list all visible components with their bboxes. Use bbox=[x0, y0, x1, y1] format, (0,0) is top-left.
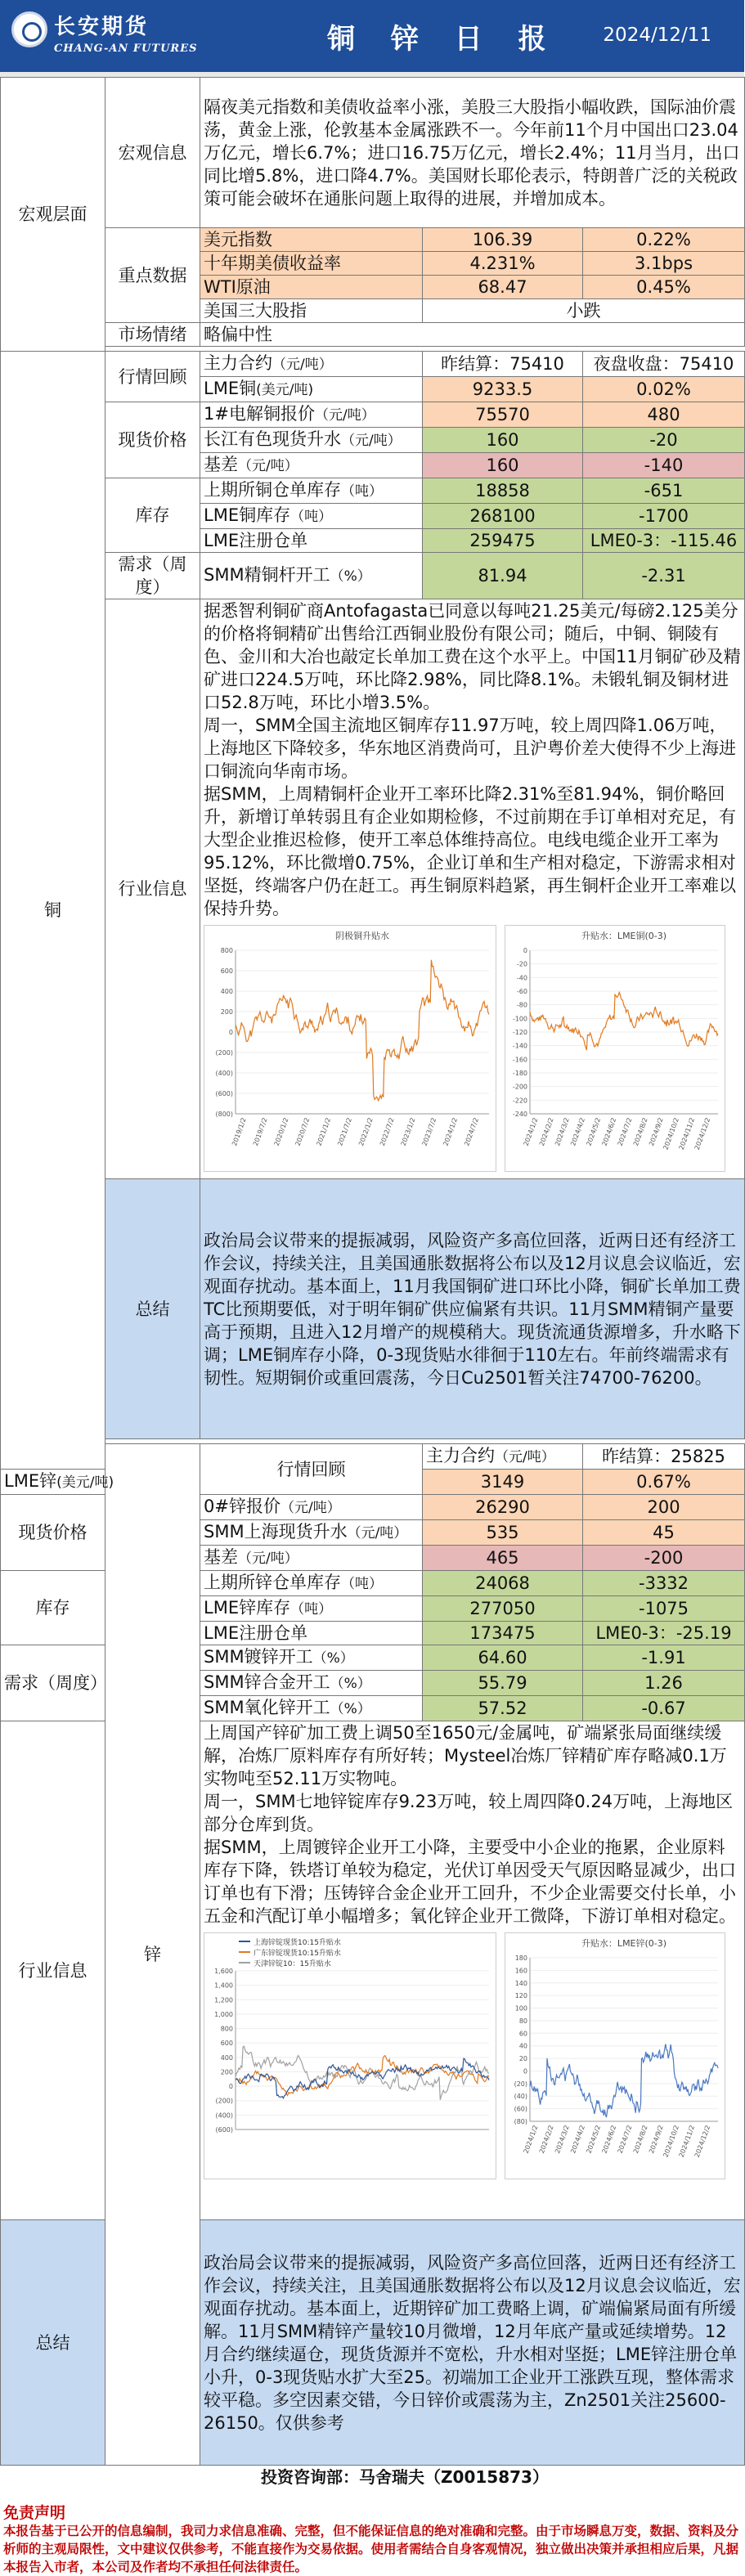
zn-stock-change: -3332 bbox=[583, 1571, 745, 1596]
y-tick-label: 400 bbox=[220, 988, 233, 995]
disclaimer-text: 本报告基于已公开的信息编制，我司力求信息准确、完整，但不能保证信息的绝对准确和完整。由于市场瞬息万变，数据、资料及分析师的主观局限性，文中建议仅供参考，不能直接作为交易依据。使用者需结合自身客观情况，独立做出决策并承担相应后果，凡据本报告入市者，本公司及作者均不承担任何法律责任。 bbox=[3, 2524, 739, 2574]
cu-stock-label: 库存 bbox=[105, 478, 200, 553]
y-tick-label: -60 bbox=[516, 988, 527, 995]
zn-stock-item: 上期所锌仓单库存 bbox=[204, 1573, 341, 1592]
zn-stock-unit: （吨） bbox=[290, 1601, 333, 1618]
cu-stock-change: -1700 bbox=[583, 504, 745, 529]
y-tick-label: (600) bbox=[215, 1090, 233, 1097]
cu-spot-change: -20 bbox=[583, 428, 745, 453]
cu-lme-change: 0.02% bbox=[583, 377, 745, 402]
zn-quote-label: 行情回顾 bbox=[200, 1444, 423, 1495]
series-line bbox=[236, 960, 489, 1101]
key-item-us-indices: 美国三大股指 bbox=[200, 299, 423, 323]
zn-stock-unit: （吨） bbox=[341, 1576, 383, 1592]
macro-info-label: 宏观信息 bbox=[105, 78, 200, 228]
zn-spot-item: SMM上海现货升水 bbox=[204, 1522, 348, 1542]
x-tick-label: 2021/7/2 bbox=[336, 1116, 353, 1147]
y-tick-label: -20 bbox=[516, 960, 527, 968]
cu-summary-text: 政治局会议带来的提振减弱，风险资产多高位回落，近两日还有经济工作会议，持续关注，且美国通胀数据将公布以及12月议息会议临近，宏观面存扰动。基本面上，11月我国铜矿进口环比小降，铜矿长单加工费TC比预期要低，对于明年铜矿供应偏紧有共识。11月SMM精铜产量要高于预期，且进入12月增产的规模稍大。现货流通货源增多，升水略下调；LME铜库存小降，0-3现货贴水徘徊于110左右。年前终端需求有韧性。短期铜价或重回震荡，今日Cu2501暂关注74700-76200。 bbox=[200, 1179, 745, 1439]
zn-main-unit: （元/吨） bbox=[495, 1449, 555, 1465]
x-tick-label: 2024/8/2 bbox=[631, 2124, 649, 2155]
x-tick-label: 2024/6/2 bbox=[600, 1116, 618, 1147]
cu-demand-value: 81.94 bbox=[423, 553, 583, 599]
zn-spot-unit: （元/吨） bbox=[347, 1525, 408, 1542]
zn-stock-change: -1075 bbox=[583, 1596, 745, 1622]
cu-spot-premium-chart bbox=[204, 925, 496, 1172]
y-tick-label: -220 bbox=[512, 1097, 527, 1105]
x-tick-label: 2024/5/2 bbox=[585, 1116, 603, 1147]
y-tick-label: 600 bbox=[220, 2040, 233, 2048]
zn-stock-label: 库存 bbox=[1, 1571, 105, 1645]
zn-industry-paragraph: 据SMM，上周镀锌企业开工小降，主要受中小企业的拖累，企业原料库存下降，铁塔订单较为稳定，光伏订单因受天气原因略显减少，出口订单也有下滑；压铸锌合金企业开工回升，不少企业需要交付长单，小五金和汽配订单小幅增多；氧化锌企业开工微降，下游订单相对稳定。 bbox=[204, 1838, 736, 1926]
cu-lme-unit: (美元/吨) bbox=[256, 382, 314, 398]
section-zinc: 锌 bbox=[105, 1444, 200, 2466]
cu-spot-item: 基差 bbox=[204, 455, 238, 474]
cu-spot-unit: （元/吨） bbox=[341, 433, 402, 449]
y-tick-label: 100 bbox=[514, 2004, 527, 2013]
zn-stock-value: 277050 bbox=[423, 1596, 583, 1622]
y-tick-label: 180 bbox=[514, 1954, 527, 1962]
y-tick-label: (400) bbox=[215, 2112, 233, 2120]
x-tick-label: 2024/8/2 bbox=[631, 1116, 649, 1147]
cu-industry-paragraph: 据SMM，上周精铜杆企业开工率环比降2.31%至81.94%，铜价略回升，新增订单转弱且有企业如期检修，不过前期在手订单相对充足，有大型企业推迟检修，使开工率总体维持高位。电线电缆企业开工率为95.12%，环比微增0.75%，企业订单和生产相对稳定，下游需求相对坚挺，终端客户仍在赶工。再生铜原料趋紧，再生铜杆企业开工率难以保持升势。 bbox=[204, 784, 736, 918]
zn-demand-unit: （%） bbox=[312, 1650, 354, 1667]
y-tick-label: -120 bbox=[512, 1029, 527, 1036]
cu-demand-unit: （%） bbox=[330, 568, 371, 585]
y-tick-label: 120 bbox=[514, 1992, 527, 2000]
zn-spot-value: 535 bbox=[423, 1520, 583, 1546]
section-macro: 宏观层面 bbox=[1, 78, 105, 352]
company-logo-icon bbox=[11, 11, 47, 47]
cu-demand-change: -2.31 bbox=[583, 553, 745, 599]
y-tick-label: -140 bbox=[512, 1042, 527, 1050]
y-tick-label: 600 bbox=[220, 967, 233, 975]
zn-spot-unit: （元/吨） bbox=[238, 1551, 298, 1567]
x-tick-label: 2024/4/2 bbox=[569, 2124, 586, 2155]
y-tick-label: 800 bbox=[220, 947, 233, 954]
zn-demand-change: -0.67 bbox=[583, 1696, 745, 1721]
x-tick-label: 2024/12/2 bbox=[693, 1116, 712, 1151]
x-tick-label: 2024/10/2 bbox=[662, 1116, 680, 1151]
chart-title: 升贴水：LME铜(0-3) bbox=[581, 931, 667, 941]
zn-summary-text: 政治局会议带来的提振减弱，风险资产多高位回落，近两日还有经济工作会议，持续关注，且美国通胀数据将公布以及12月议息会议临近，宏观面存扰动。基本面上，近期锌矿加工费略上调，矿端偏紧局面有所缓解。11月SMM精锌产量较10月微增，12月年底产量或延续增势。12月合约继续逼仓，现货货源并不宽松，升水相对坚挺；LME锌注册仓单小升，0-3现货贴水扩大至25。初端加工企业开工涨跌互现，整体需求较平稳。多空因素交错，今日锌价或震荡为主，Zn2501关注25600-26150。仅供参考 bbox=[200, 2220, 745, 2466]
zn-basis-value: 465 bbox=[423, 1546, 583, 1571]
y-tick-label: -100 bbox=[512, 1015, 527, 1023]
x-tick-label: 2024/1/2 bbox=[522, 2124, 540, 2155]
cu-stock-value: 268100 bbox=[423, 504, 583, 529]
x-tick-label: 2024/1/2 bbox=[442, 1116, 460, 1147]
cu-spot-unit: （元/吨） bbox=[238, 458, 298, 474]
x-tick-label: 2024/5/2 bbox=[585, 2124, 603, 2155]
cu-spot-item: 长江有色现货升水 bbox=[204, 429, 341, 449]
x-tick-label: 2024/3/2 bbox=[554, 2124, 571, 2155]
zn-lme-spread: LME0-3：-25.19 bbox=[583, 1622, 745, 1645]
x-tick-label: 2024/7/2 bbox=[616, 1116, 634, 1147]
cu-basis-value: 160 bbox=[423, 453, 583, 478]
cu-lme-price: 9233.5 bbox=[423, 377, 583, 402]
key-change-us10y: 3.1bps bbox=[583, 252, 745, 276]
cu-lme-spread-chart bbox=[505, 925, 725, 1172]
cu-industry-paragraph: 周一，SMM全国主流地区铜库存11.97万吨，较上周四降1.06万吨，上海地区下降较多，华东地区消费尚可，且沪粤价差大使得不少上海进口铜流向华南市场。 bbox=[204, 716, 736, 781]
cu-quote-label: 行情回顾 bbox=[105, 352, 200, 402]
zn-demand-item: SMM氧化锌开工 bbox=[204, 1698, 330, 1717]
chart-title: 阴极铜升贴水 bbox=[335, 931, 389, 941]
cu-main-contract: 主力合约 bbox=[204, 353, 272, 373]
x-tick-label: 2024/4/2 bbox=[569, 1116, 586, 1147]
cu-main-unit: （元/吨） bbox=[272, 357, 333, 373]
cu-spot-value: 75570 bbox=[423, 402, 583, 428]
y-tick-label: 0 bbox=[523, 947, 527, 954]
key-value-usd-index: 106.39 bbox=[423, 228, 583, 252]
zn-demand-change: -1.91 bbox=[583, 1645, 745, 1671]
cu-main-prev: 昨结算：75410 bbox=[423, 352, 583, 377]
report-title: 铜 锌 日 报 bbox=[327, 23, 559, 56]
zn-summary-label: 总结 bbox=[1, 2220, 105, 2466]
x-tick-label: 2024/11/2 bbox=[677, 2124, 697, 2159]
cu-spot-unit: （元/吨） bbox=[314, 407, 375, 424]
zn-lme-warrant-item: LME注册仓单 bbox=[200, 1622, 423, 1645]
key-value-wti: 68.47 bbox=[423, 276, 583, 299]
cu-spot-value: 160 bbox=[423, 428, 583, 453]
zn-main-prev: 昨结算：25825 bbox=[583, 1444, 745, 1470]
zn-stock-value: 24068 bbox=[423, 1571, 583, 1596]
y-tick-label: -200 bbox=[512, 1083, 527, 1091]
cu-basis-change: -140 bbox=[583, 453, 745, 478]
chart-title: 升贴水：LME锌(0-3) bbox=[581, 1938, 667, 1949]
section-copper: 铜 bbox=[1, 352, 105, 1470]
y-tick-label: 200 bbox=[220, 1008, 233, 1016]
y-tick-label: (40) bbox=[514, 2093, 527, 2101]
key-value-us10y: 4.231% bbox=[423, 252, 583, 276]
zn-spot-label: 现货价格 bbox=[1, 1495, 105, 1571]
zn-basis-change: -200 bbox=[583, 1546, 745, 1571]
y-tick-label: -240 bbox=[512, 1111, 527, 1118]
macro-info-text: 隔夜美元指数和美债收益率小涨，美股三大股指小幅收跌，国际油价震荡，黄金上涨，伦敦基本金属涨跌不一。今年前11个月中国出口23.04万亿元，增长6.7%；进口16.75万亿元，增长2.4%；11月当月，出口同比增5.8%，进口降4.7%。美国财长耶伦表示，特朗普广泛的关税政策可能会破坏在通胀问题上取得的进展，并增加成本。 bbox=[200, 78, 745, 228]
y-tick-label: (60) bbox=[514, 2105, 527, 2113]
key-item-wti: WTI原油 bbox=[200, 276, 423, 299]
x-tick-label: 2022/7/2 bbox=[378, 1116, 396, 1147]
cu-main-night: 夜盘收盘：75410 bbox=[583, 352, 745, 377]
zn-demand-value: 57.52 bbox=[423, 1696, 583, 1721]
x-tick-label: 2020/7/2 bbox=[294, 1116, 312, 1147]
cu-lme-warrant-item: LME注册仓单 bbox=[200, 529, 423, 553]
y-tick-label: 800 bbox=[220, 2025, 233, 2033]
cu-stock-change: -651 bbox=[583, 478, 745, 504]
zn-demand-change: 1.26 bbox=[583, 1671, 745, 1696]
zn-spot-change: 45 bbox=[583, 1520, 745, 1546]
report-date: 2024/12/11 bbox=[603, 25, 711, 46]
y-tick-label: 200 bbox=[220, 2068, 233, 2076]
contact-text: 投资咨询部：马舍瑞夫（Z0015873） bbox=[261, 2467, 549, 2487]
legend-entry: 天津锌锭10：15升贴水 bbox=[254, 1960, 331, 1968]
x-tick-label: 2024/9/2 bbox=[648, 1116, 665, 1147]
x-tick-label: 2019/7/2 bbox=[251, 1116, 269, 1147]
key-change-wti: 0.45% bbox=[583, 276, 745, 299]
zn-demand-value: 55.79 bbox=[423, 1671, 583, 1696]
y-tick-label: (200) bbox=[215, 1049, 233, 1057]
x-tick-label: 2024/7/2 bbox=[616, 2124, 634, 2155]
x-tick-label: 2024/2/2 bbox=[537, 1116, 555, 1147]
x-tick-label: 2024/3/2 bbox=[554, 1116, 571, 1147]
zn-demand-item: SMM锌合金开工 bbox=[204, 1672, 330, 1692]
x-tick-label: 2023/7/2 bbox=[420, 1116, 438, 1147]
disclaimer-title: 免责声明 bbox=[3, 2504, 66, 2522]
cu-stock-value: 18858 bbox=[423, 478, 583, 504]
zn-lme-change: 0.67% bbox=[583, 1470, 745, 1495]
zn-demand-unit: （%） bbox=[330, 1676, 371, 1692]
zn-industry-paragraph: 周一，SMM七地锌锭库存9.23万吨，较上周四降0.24万吨，上海地区部分仓库到货。 bbox=[204, 1792, 734, 1834]
cu-spot-change: 480 bbox=[583, 402, 745, 428]
zn-demand-unit: （%） bbox=[330, 1701, 371, 1717]
y-tick-label: 0 bbox=[523, 2067, 527, 2076]
cu-demand-item: SMM精铜杆开工 bbox=[204, 565, 330, 585]
y-tick-label: (20) bbox=[514, 2080, 527, 2088]
key-change-usd-index: 0.22% bbox=[583, 228, 745, 252]
zn-demand-label: 需求（周度） bbox=[1, 1645, 105, 1721]
y-tick-label: 80 bbox=[518, 2017, 527, 2025]
y-tick-label: -40 bbox=[516, 974, 527, 982]
y-tick-label: -180 bbox=[512, 1070, 527, 1077]
cu-lme-item: LME铜 bbox=[204, 379, 257, 398]
y-tick-label: 1,000 bbox=[214, 2010, 233, 2018]
cu-stock-item: LME铜库存 bbox=[204, 505, 291, 525]
y-tick-label: (200) bbox=[215, 2097, 233, 2105]
y-tick-label: -80 bbox=[516, 1001, 527, 1009]
company-name-cn: 长安期货 bbox=[54, 15, 150, 39]
zn-spot-item: 0#锌报价 bbox=[204, 1497, 280, 1516]
zn-industry-cell bbox=[200, 1721, 745, 2220]
key-data-label: 重点数据 bbox=[105, 228, 200, 323]
x-tick-label: 2022/1/2 bbox=[357, 1116, 375, 1147]
x-tick-label: 2024/6/2 bbox=[600, 2124, 618, 2155]
zn-lme-warrant-value: 173475 bbox=[423, 1622, 583, 1645]
cu-industry-cell bbox=[200, 599, 745, 1179]
y-tick-label: -160 bbox=[512, 1056, 527, 1064]
zn-industry-label: 行业信息 bbox=[1, 1721, 105, 2220]
x-tick-label: 2024/1/2 bbox=[522, 1116, 540, 1147]
cu-industry-paragraph: 据悉智利铜矿商Antofagasta已同意以每吨21.25美元/每磅2.125美分的价格将铜精矿出售给江西铜业股份有限公司；随后，中铜、铜陵有色、金川和大冶也敲定长单加工费在这个水平上。中国11月铜矿砂及精矿进口224.5万吨，环比降2.98%，同比降8.1%。未锻轧铜及铜材进口52.8万吨，环比小增3.5%。 bbox=[204, 601, 741, 712]
zn-lme-price: 3149 bbox=[423, 1470, 583, 1495]
sentiment-value: 略偏中性 bbox=[200, 323, 745, 347]
company-name-en: CHANG-AN FUTURES bbox=[54, 43, 198, 55]
zn-spot-value: 26290 bbox=[423, 1495, 583, 1520]
zn-lme-spread-chart bbox=[505, 1932, 725, 2179]
cu-summary-label: 总结 bbox=[105, 1179, 200, 1439]
cu-industry-label: 行业信息 bbox=[105, 599, 200, 1179]
y-tick-label: 1,200 bbox=[214, 1996, 233, 2004]
y-tick-label: 1,600 bbox=[214, 1968, 233, 1975]
cu-lme-spread: LME0-3：-115.46 bbox=[583, 529, 745, 553]
zn-spot-unit: （元/吨） bbox=[280, 1500, 341, 1516]
x-tick-label: 2020/1/2 bbox=[272, 1116, 290, 1147]
y-tick-label: (600) bbox=[215, 2126, 233, 2134]
x-tick-label: 2021/1/2 bbox=[315, 1116, 333, 1147]
cu-spot-item: 1#电解铜报价 bbox=[204, 404, 315, 424]
key-item-usd-index: 美元指数 bbox=[200, 228, 423, 252]
y-tick-label: (800) bbox=[215, 1111, 233, 1118]
y-tick-label: 20 bbox=[518, 2055, 527, 2063]
y-tick-label: 160 bbox=[514, 1967, 527, 1975]
series-line bbox=[530, 992, 718, 1050]
x-tick-label: 2024/12/2 bbox=[693, 2124, 712, 2159]
zn-spot-item: 基差 bbox=[204, 1547, 238, 1567]
zn-lme-item: LME锌 bbox=[4, 1471, 57, 1491]
y-tick-label: 140 bbox=[514, 1979, 527, 1987]
zn-stock-item: LME锌库存 bbox=[204, 1598, 291, 1618]
zn-main-contract: 主力合约 bbox=[426, 1446, 495, 1465]
series-line bbox=[530, 2044, 718, 2118]
y-tick-label: 400 bbox=[220, 2053, 233, 2062]
zn-lme-unit: (美元/吨) bbox=[56, 1474, 114, 1491]
y-tick-label: (400) bbox=[215, 1070, 233, 1077]
report-header bbox=[0, 0, 744, 77]
key-item-us10y: 十年期美债收益率 bbox=[200, 252, 423, 276]
y-tick-label: 60 bbox=[518, 2030, 527, 2038]
x-tick-label: 2024/2/2 bbox=[537, 2124, 555, 2155]
x-tick-label: 2024/7/2 bbox=[463, 1116, 480, 1147]
cu-stock-unit: （吨） bbox=[341, 483, 383, 500]
sentiment-label: 市场情绪 bbox=[105, 323, 200, 347]
y-tick-label: (80) bbox=[514, 2118, 527, 2125]
zn-demand-value: 64.60 bbox=[423, 1645, 583, 1671]
contact-line bbox=[0, 2464, 744, 2488]
legend-entry: 广东锌锭现货10:15升贴水 bbox=[254, 1950, 341, 1958]
cu-lme-warrant-value: 259475 bbox=[423, 529, 583, 553]
y-tick-label: 1,400 bbox=[214, 1981, 233, 1990]
y-tick-label: 0 bbox=[228, 1029, 233, 1036]
cu-stock-item: 上期所铜仓单库存 bbox=[204, 480, 341, 500]
cu-demand-label: 需求（周度） bbox=[105, 553, 200, 599]
zn-spot-premium-chart bbox=[204, 1932, 496, 2179]
y-tick-label: 40 bbox=[518, 2042, 527, 2050]
zn-demand-item: SMM镀锌开工 bbox=[204, 1647, 313, 1667]
legend-entry: 上海锌锭现货10:15升贴水 bbox=[254, 1939, 341, 1947]
y-tick-label: 0 bbox=[228, 2083, 233, 2091]
cu-spot-label: 现货价格 bbox=[105, 402, 200, 478]
key-value-us-indices: 小跌 bbox=[423, 299, 745, 323]
x-tick-label: 2023/1/2 bbox=[399, 1116, 417, 1147]
x-tick-label: 2019/1/2 bbox=[231, 1116, 248, 1147]
x-tick-label: 2024/9/2 bbox=[648, 2124, 665, 2155]
zn-industry-paragraph: 上周国产锌矿加工费上调50至1650元/金属吨，矿端紧张局面继续缓解，冶炼厂原料库存有所好转；Mysteel冶炼厂锌精矿库存略减0.1万实物吨至52.11万实物吨。 bbox=[204, 1723, 727, 1788]
x-tick-label: 2024/11/2 bbox=[677, 1116, 697, 1151]
report-table bbox=[0, 77, 745, 2466]
cu-stock-unit: （吨） bbox=[290, 509, 333, 525]
zn-spot-change: 200 bbox=[583, 1495, 745, 1520]
x-tick-label: 2024/10/2 bbox=[662, 2124, 680, 2159]
